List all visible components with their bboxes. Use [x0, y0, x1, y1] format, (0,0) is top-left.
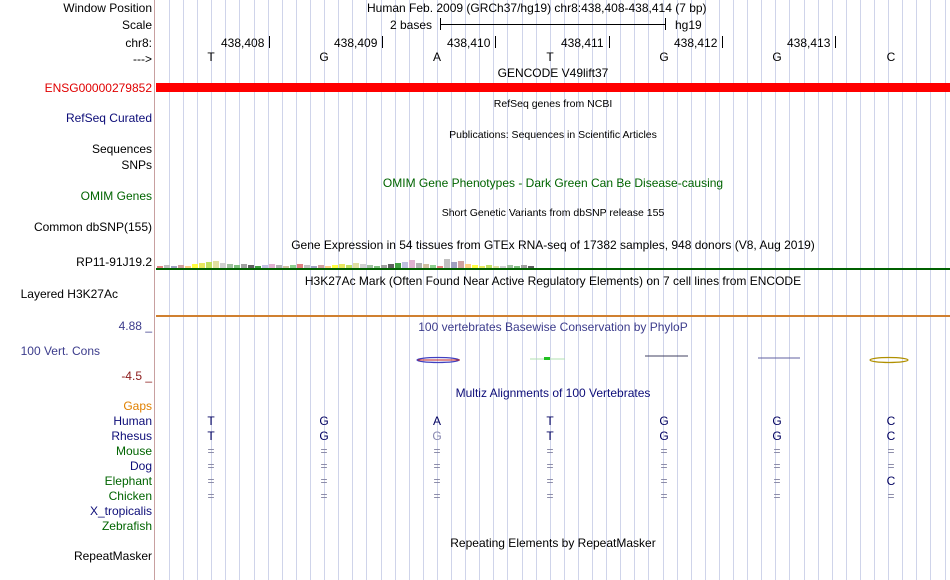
refseq-title: RefSeq genes from NCBI: [493, 98, 613, 110]
sequence-base: G: [772, 50, 782, 64]
species-label-rhesus[interactable]: Rhesus: [111, 429, 152, 443]
h3k27ac-signal-line: [156, 315, 950, 317]
snps-label[interactable]: SNPs: [121, 158, 152, 172]
alignment-base-dog: =: [546, 459, 554, 473]
gene-label[interactable]: ENSG00000279852: [44, 81, 152, 95]
strand-label[interactable]: --->: [133, 52, 152, 66]
cons-glyph: [544, 357, 550, 360]
coord-label: 438,413: [787, 36, 831, 50]
cons-max-label: 4.88 _: [118, 319, 152, 333]
publications-title: Publications: Sequences in Scientific Articles: [449, 129, 657, 141]
gtex-bar[interactable]: [444, 259, 450, 268]
sequence-base: G: [319, 50, 329, 64]
alignment-base-chicken: =: [660, 489, 668, 503]
coord-label: 438,411: [561, 36, 604, 50]
gaps-label[interactable]: Gaps: [123, 399, 152, 413]
alignment-base-human: C: [886, 414, 896, 428]
sequence-base: T: [207, 50, 215, 64]
alignment-base-rhesus: G: [432, 429, 442, 443]
alignment-base-mouse: =: [546, 444, 554, 458]
alignment-base-human: G: [319, 414, 329, 428]
coord-label: 438,408: [221, 36, 265, 50]
alignment-base-elephant: =: [546, 474, 554, 488]
alignment-base-elephant: =: [433, 474, 441, 488]
coord-label: 438,409: [334, 36, 378, 50]
repeatmasker-label[interactable]: RepeatMasker: [73, 549, 152, 563]
sequences-label[interactable]: Sequences: [91, 142, 152, 156]
sequence-base: A: [432, 50, 441, 64]
phylop-title: 100 vertebrates Basewise Conservation by PhyloP: [418, 320, 688, 334]
omim-title: OMIM Gene Phenotypes - Dark Green Can Be Disease-causing: [382, 176, 724, 190]
scale-bar-right-end: [665, 18, 666, 30]
h3k27ac-title: H3K27Ac Mark (Often Found Near Active Regulatory Elements) on 7 cell lines from ENCODE: [304, 274, 802, 288]
scale-text: 2 bases: [390, 18, 433, 32]
gtex-bar[interactable]: [213, 261, 219, 268]
coord-label: 438,412: [674, 36, 718, 50]
alignment-base-rhesus: T: [207, 429, 215, 443]
alignment-base-dog: =: [660, 459, 668, 473]
alignment-base-rhesus: C: [886, 429, 896, 443]
alignment-base-elephant: =: [320, 474, 328, 488]
cons-label[interactable]: 100 Vert. Cons: [20, 344, 100, 358]
alignment-base-chicken: =: [887, 489, 895, 503]
gtex-bar[interactable]: [458, 261, 464, 268]
alignment-base-dog: =: [433, 459, 441, 473]
alignment-base-chicken: =: [546, 489, 554, 503]
chrom-label: chr8:: [125, 36, 152, 50]
dbsnp-label[interactable]: Common dbSNP(155): [33, 220, 152, 234]
assembly-label: hg19: [675, 18, 702, 32]
alignment-base-elephant: C: [886, 474, 896, 488]
h3k27ac-label[interactable]: Layered H3K27Ac: [20, 287, 118, 301]
alignment-base-rhesus: T: [546, 429, 554, 443]
gtex-baseline: [156, 268, 950, 270]
dbsnp-title: Short Genetic Variants from dbSNP release 155: [441, 207, 665, 219]
gtex-bar[interactable]: [409, 260, 415, 268]
alignment-base-rhesus: G: [659, 429, 669, 443]
omim-label[interactable]: OMIM Genes: [80, 189, 152, 203]
alignment-base-elephant: =: [207, 474, 215, 488]
scale-label: Scale: [121, 18, 152, 32]
alignment-base-human: G: [659, 414, 669, 428]
alignment-base-elephant: =: [660, 474, 668, 488]
refseq-label[interactable]: RefSeq Curated: [65, 111, 152, 125]
alignment-base-mouse: =: [660, 444, 668, 458]
cons-min-label: -4.5 _: [121, 369, 152, 383]
coord-tick: [835, 36, 836, 48]
alignment-base-human: T: [207, 414, 215, 428]
scale-bar: [440, 24, 666, 25]
gene-feature-bar[interactable]: [156, 83, 950, 92]
multiz-title: Multiz Alignments of 100 Vertebrates: [455, 386, 651, 400]
alignment-base-chicken: =: [207, 489, 215, 503]
conservation-glyphs: [0, 350, 950, 370]
alignment-base-rhesus: G: [772, 429, 782, 443]
coord-tick: [609, 36, 610, 48]
species-label-xtropicalis[interactable]: X_tropicalis: [89, 504, 152, 518]
alignment-base-dog: =: [207, 459, 215, 473]
sequence-base: C: [886, 50, 896, 64]
column-divider: [154, 0, 155, 580]
species-label-chicken[interactable]: Chicken: [108, 489, 152, 503]
alignment-base-chicken: =: [433, 489, 441, 503]
repeatmasker-title: Repeating Elements by RepeatMasker: [450, 536, 656, 550]
alignment-base-chicken: =: [320, 489, 328, 503]
coord-tick: [382, 36, 383, 48]
alignment-base-dog: =: [887, 459, 895, 473]
cons-glyph: [870, 358, 908, 363]
species-label-dog[interactable]: Dog: [129, 459, 152, 473]
species-label-zebrafish[interactable]: Zebrafish: [101, 519, 152, 533]
alignment-base-chicken: =: [773, 489, 781, 503]
alignment-base-mouse: =: [887, 444, 895, 458]
alignment-base-dog: =: [773, 459, 781, 473]
window-position-text: Human Feb. 2009 (GRCh37/hg19) chr8:438,408-438,414 (7 bp): [367, 1, 707, 15]
gtex-title: Gene Expression in 54 tissues from GTEx RNA-seq of 17382 samples, 948 donors (V8, Aug 2019): [291, 238, 815, 252]
gencode-title: GENCODE V49lift37: [497, 66, 609, 80]
coord-tick: [269, 36, 270, 48]
alignment-base-rhesus: G: [319, 429, 329, 443]
sequence-base: T: [546, 50, 554, 64]
species-label-mouse[interactable]: Mouse: [115, 444, 152, 458]
alignment-base-mouse: =: [320, 444, 328, 458]
coord-label: 438,410: [447, 36, 491, 50]
alignment-base-human: T: [546, 414, 554, 428]
species-label-human[interactable]: Human: [113, 414, 152, 428]
sequence-base: G: [659, 50, 669, 64]
alignment-base-elephant: =: [773, 474, 781, 488]
gtex-label[interactable]: RP11-91J19.2: [76, 255, 152, 269]
alignment-base-dog: =: [320, 459, 328, 473]
alignment-base-human: G: [772, 414, 782, 428]
window-position-label: Window Position: [63, 1, 152, 15]
alignment-base-mouse: =: [773, 444, 781, 458]
alignment-base-mouse: =: [433, 444, 441, 458]
coord-tick: [722, 36, 723, 48]
coord-tick: [495, 36, 496, 48]
species-label-elephant[interactable]: Elephant: [104, 474, 152, 488]
alignment-base-human: A: [432, 414, 441, 428]
alignment-base-mouse: =: [207, 444, 215, 458]
